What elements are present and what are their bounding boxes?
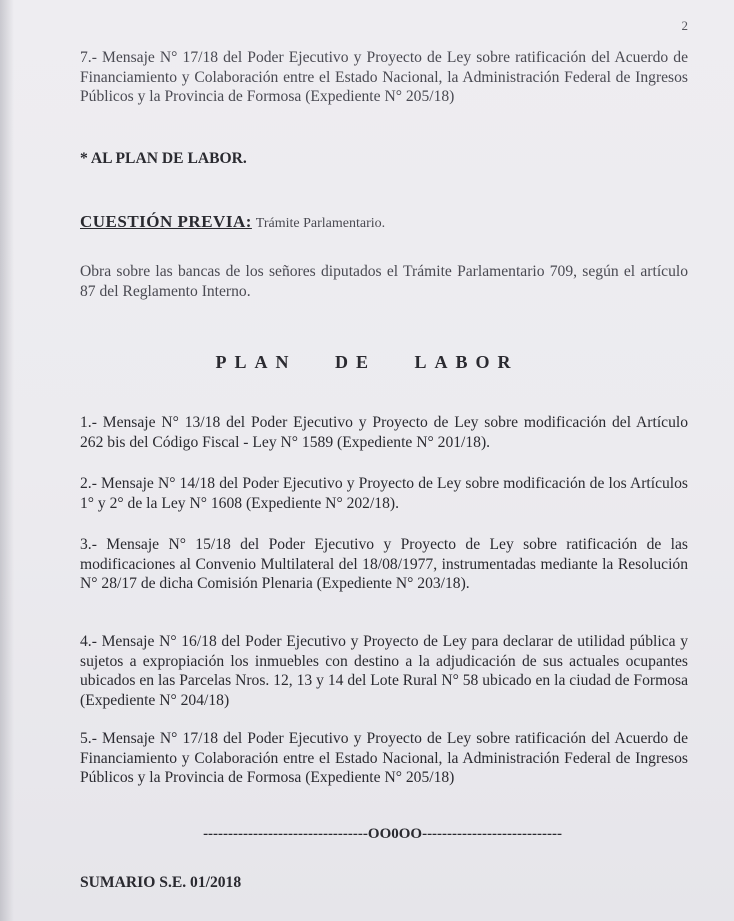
plan-item-1: 1.- Mensaje N° 13/18 del Poder Ejecutivo y Proyecto de Ley sobre modificación del Artículo 262 bis del Código Fiscal - Ley N° 1589 (Expediente N° 201/18). bbox=[80, 414, 688, 451]
previous-item-7: 7.- Mensaje N° 17/18 del Poder Ejecutivo y Proyecto de Ley sobre ratificación del Acuerdo de Financiamiento y Colaboración entre el Estado Nacional, la Administración Federal de Ingresos Públicos y la Provincia de Formosa (Expediente N° 205/18) bbox=[80, 49, 688, 106]
page-edge-shadow bbox=[0, 0, 14, 921]
separator-line: ---------------------------------OO0OO---------------------------- bbox=[203, 826, 562, 842]
plan-item-3: 3.- Mensaje N° 15/18 del Poder Ejecutivo y Proyecto de Ley sobre ratificación de las modificaciones al Convenio Multilateral del 18/08/1977, instrumentadas mediante la Resolución N° 28/17 de dicha Comisión Plenaria (Expediente N° 203/18). bbox=[80, 536, 688, 593]
cuestion-previa-title: CUESTIÓN PREVIA: bbox=[80, 212, 252, 231]
page-number: 2 bbox=[681, 18, 688, 33]
sumario-label: SUMARIO S.E. 01/2018 bbox=[80, 874, 242, 891]
cuestion-previa-subtitle: Trámite Parlamentario. bbox=[255, 216, 386, 231]
plan-item-5: 5.- Mensaje N° 17/18 del Poder Ejecutivo y Proyecto de Ley sobre ratificación del Acuerdo de Financiamiento y Colaboración entre el Estado Nacional, la Administración Federal de Ingresos Públicos y la Provincia de Formosa (Expediente N° 205/18) bbox=[80, 730, 688, 787]
plan-de-labor-title: PLAN DE LABOR bbox=[215, 352, 519, 372]
cuestion-previa-heading bbox=[80, 212, 385, 232]
al-plan-label: * AL PLAN DE LABOR. bbox=[80, 150, 247, 167]
cuestion-previa-text: Obra sobre las bancas de los señores diputados el Trámite Parlamentario 709, según el artículo 87 del Reglamento Interno. bbox=[80, 263, 688, 300]
plan-item-4: 4.- Mensaje N° 16/18 del Poder Ejecutivo y Proyecto de Ley para declarar de utilidad pública y sujetos a expropiación los inmuebles con destino a la adjudicación de sus actuales ocupantes ubicados en las Parcelas Nros. 12, 13 y 14 del Lote Rural N° 58 ubicado en la ciudad de Formosa (Expediente N° 204/18) bbox=[80, 633, 688, 709]
plan-item-2: 2.- Mensaje N° 14/18 del Poder Ejecutivo y Proyecto de Ley sobre modificación de los Artículos 1° y 2° de la Ley N° 1608 (Expediente N° 202/18). bbox=[80, 475, 688, 512]
